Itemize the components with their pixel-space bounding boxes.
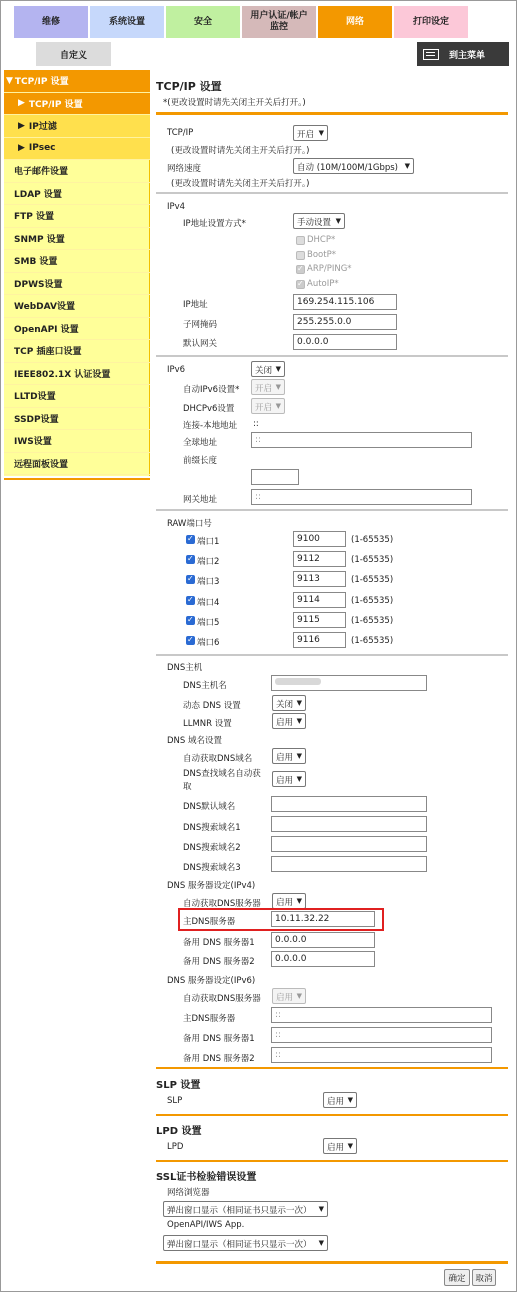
auto-ipv6-label: 自动IPv6设置* — [183, 385, 240, 395]
tcpip-label: TCP/IP — [167, 128, 194, 138]
sidebar-item-ftp[interactable]: FTP 设置 — [4, 205, 150, 228]
section-divider — [156, 1067, 508, 1069]
chevron-down-icon: ▼ — [296, 775, 302, 783]
chevron-down-icon: ▼ — [296, 897, 302, 905]
v6-primary-field[interactable]: :: — [271, 1007, 492, 1023]
bootp-checkbox[interactable] — [296, 251, 305, 260]
tab-system-settings[interactable]: 系统设置 — [89, 5, 165, 39]
port1-range: (1-65535) — [351, 535, 394, 545]
v4-alt2-field[interactable]: 0.0.0.0 — [271, 951, 375, 967]
tab-security[interactable]: 安全 — [165, 5, 241, 39]
ip-address-field[interactable]: 169.254.115.106 — [293, 294, 397, 310]
auto-domain-label: 自动获取DNS域名 — [183, 754, 253, 764]
dhcpv6-select[interactable] — [251, 398, 285, 414]
select-value: 启用 — [327, 1097, 345, 1107]
chevron-down-icon: ▼ — [347, 1096, 353, 1104]
search-auto-label: DNS查找域名自动获取 — [183, 769, 261, 792]
ip-method-label: IP地址设置方式* — [183, 219, 246, 229]
tab-user-auth[interactable]: 用户认证/帐户监控 — [241, 5, 317, 39]
port6-range: (1-65535) — [351, 636, 394, 646]
llmnr-select[interactable] — [272, 713, 306, 729]
search-auto-select[interactable] — [272, 771, 306, 787]
menu-icon — [423, 49, 439, 60]
sidebar-item-tcp-socket[interactable]: TCP 插座口设置 — [4, 340, 150, 363]
divider — [156, 654, 508, 656]
openapi-label: OpenAPI/IWS App. — [167, 1220, 245, 1230]
default-gateway-field[interactable]: 0.0.0.0 — [293, 334, 397, 350]
select-value: 启用 — [276, 718, 294, 728]
dns-domain-section: DNS 域名设置 — [167, 736, 223, 746]
sidebar-item-ip-filter[interactable]: ▶ IP过滤 — [4, 115, 150, 138]
bottom-divider — [156, 1261, 508, 1264]
gateway-address-field[interactable]: :: — [251, 489, 472, 505]
chevron-down-icon: ▼ — [275, 383, 281, 391]
ipv6-select[interactable] — [251, 361, 285, 377]
v4-auto-label: 自动获取DNS服务器 — [183, 899, 261, 909]
port5-field[interactable]: 9115 — [293, 612, 346, 628]
divider — [156, 355, 508, 357]
port4-field[interactable]: 9114 — [293, 592, 346, 608]
section-divider — [156, 1160, 508, 1162]
tab-network[interactable]: 网络 — [317, 5, 393, 39]
port3-checkbox[interactable] — [186, 575, 195, 584]
ipv4-section: IPv4 — [167, 202, 186, 212]
cancel-button[interactable]: 取消 — [472, 1269, 496, 1286]
divider — [156, 509, 508, 511]
dhcpv6-label: DHCPv6设置 — [183, 404, 235, 414]
blurred-hostname — [275, 678, 321, 685]
ipv6-section: IPv6 — [167, 365, 186, 375]
main-menu-label: 到主菜单 — [449, 50, 486, 61]
tab-print-settings[interactable]: 打印设定 — [393, 5, 469, 39]
sidebar-item-label: TCP/IP 设置 — [28, 99, 83, 110]
port2-range: (1-65535) — [351, 555, 394, 565]
port1-field[interactable]: 9100 — [293, 531, 346, 547]
ok-button[interactable]: 确定 — [444, 1269, 470, 1286]
sidebar-item-label: IP过滤 — [28, 122, 57, 133]
page-title: TCP/IP 设置 — [156, 80, 222, 93]
select-value: 自动 (10M/100M/1Gbps) — [297, 163, 398, 173]
sidebar-item-iws[interactable]: IWS设置 — [4, 430, 150, 453]
chevron-down-icon: ▼ — [318, 1205, 324, 1213]
sidebar-item-dpws[interactable]: DPWS设置 — [4, 273, 150, 296]
port2-label: 端口2 — [197, 557, 220, 567]
dynamic-dns-label: 动态 DNS 设置 — [183, 701, 241, 711]
port4-range: (1-65535) — [351, 596, 394, 606]
search-domain1-label: DNS搜索域名1 — [183, 823, 241, 833]
gateway-address-label: 网关地址 — [183, 495, 218, 505]
v4-auto-select[interactable] — [272, 893, 306, 909]
default-gateway-label: 默认网关 — [183, 339, 218, 349]
dynamic-dns-select[interactable] — [272, 695, 306, 711]
speed-select[interactable] — [293, 158, 414, 174]
v4-alt1-label: 备用 DNS 服务器1 — [183, 938, 255, 948]
v6-alt2-field[interactable]: :: — [271, 1047, 492, 1063]
sidebar-item-ipsec[interactable]: ▶ IPsec — [4, 138, 150, 161]
search-domain3-label: DNS搜索域名3 — [183, 863, 241, 873]
prefix-length-label: 前缀长度 — [183, 456, 218, 466]
sidebar-item-lltd[interactable]: LLTD设置 — [4, 385, 150, 408]
dns-hostname-label: DNS主机名 — [183, 681, 227, 691]
slp-label: SLP — [167, 1096, 183, 1106]
sidebar-item-label: IPsec — [28, 143, 56, 154]
select-value: 启用 — [276, 753, 294, 763]
select-value: 启用 — [276, 898, 294, 908]
default-domain-field[interactable] — [271, 796, 427, 812]
llmnr-label: LLMNR 设置 — [183, 719, 232, 729]
divider — [156, 192, 508, 194]
v4-alt1-field[interactable]: 0.0.0.0 — [271, 932, 375, 948]
select-value: 弹出窗口显示（相同证书只显示一次） — [167, 1240, 312, 1250]
dns-v6-section: DNS 服务器设定(IPv6) — [167, 976, 256, 986]
autoip-label: AutoIP* — [307, 279, 339, 289]
chevron-down-icon: ▼ — [404, 162, 410, 170]
v6-auto-select[interactable] — [272, 988, 306, 1004]
dns-v4-section: DNS 服务器设定(IPv4) — [167, 881, 256, 891]
link-local-label: 连接-本地地址 — [183, 421, 238, 431]
v6-alt1-label: 备用 DNS 服务器1 — [183, 1034, 255, 1044]
prefix-length-field[interactable] — [251, 469, 299, 485]
select-value: 启用 — [276, 993, 294, 1003]
ip-address-label: IP地址 — [183, 300, 208, 310]
port1-label: 端口1 — [197, 537, 220, 547]
lpd-label: LPD — [167, 1142, 184, 1152]
sidebar-item-ldap[interactable]: LDAP 设置 — [4, 183, 150, 206]
sidebar — [4, 70, 150, 476]
sidebar-item-webdav[interactable]: WebDAV设置 — [4, 295, 150, 318]
search-domain3-field[interactable] — [271, 856, 427, 872]
search-domain1-field[interactable] — [271, 816, 427, 832]
autoip-checkbox[interactable] — [296, 280, 305, 289]
search-domain2-label: DNS搜索域名2 — [183, 843, 241, 853]
v4-primary-label: 主DNS服务器 — [183, 917, 236, 927]
subnet-mask-field[interactable]: 255.255.0.0 — [293, 314, 397, 330]
port3-field[interactable]: 9113 — [293, 571, 346, 587]
raw-port-section: RAW端口号 — [167, 519, 212, 529]
port2-field[interactable]: 9112 — [293, 551, 346, 567]
chevron-down-icon: ▼ — [296, 752, 302, 760]
page-note: *(更改设置时请先关闭主开关后打开。) — [163, 98, 306, 108]
sidebar-item-ssdp[interactable]: SSDP设置 — [4, 408, 150, 431]
chevron-down-icon: ▼ — [318, 1239, 324, 1247]
customize-button[interactable]: 自定义 — [36, 42, 111, 66]
title-divider — [156, 112, 508, 115]
select-value: 开启 — [255, 384, 273, 394]
chevron-down-icon: ▼ — [347, 1142, 353, 1150]
dns-hostname-field[interactable] — [271, 675, 427, 691]
port1-checkbox[interactable] — [186, 535, 195, 544]
slp-title: SLP 设置 — [156, 1080, 201, 1091]
port5-range: (1-65535) — [351, 616, 394, 626]
tcpip-select[interactable] — [293, 125, 328, 141]
port6-checkbox[interactable] — [186, 636, 195, 645]
port6-field[interactable]: 9116 — [293, 632, 346, 648]
chevron-down-icon: ▼ — [296, 699, 302, 707]
ssl-title: SSL证书检验错误设置 — [156, 1172, 257, 1183]
tab-maintenance[interactable]: 维修 — [13, 5, 89, 39]
bootp-label: BootP* — [307, 250, 336, 260]
port4-label: 端口4 — [197, 598, 220, 608]
select-value: 启用 — [276, 776, 294, 786]
dhcp-checkbox[interactable] — [296, 236, 305, 245]
port3-range: (1-65535) — [351, 575, 394, 585]
v4-primary-field[interactable]: 10.11.32.22 — [271, 911, 375, 927]
slp-select[interactable] — [323, 1092, 357, 1108]
lpd-title: LPD 设置 — [156, 1126, 202, 1137]
default-domain-label: DNS默认域名 — [183, 802, 236, 812]
global-address-label: 全球地址 — [183, 438, 218, 448]
browser-select[interactable] — [163, 1201, 328, 1217]
ip-method-select[interactable] — [293, 213, 345, 229]
port4-checkbox[interactable] — [186, 596, 195, 605]
select-value: 启用 — [327, 1143, 345, 1153]
global-address-field[interactable]: :: — [251, 432, 472, 448]
speed-label: 网络速度 — [167, 164, 202, 174]
auto-ipv6-select[interactable] — [251, 379, 285, 395]
sidebar-item-smb[interactable]: SMB 设置 — [4, 250, 150, 273]
link-local-value: :: — [253, 419, 259, 429]
v6-auto-label: 自动获取DNS服务器 — [183, 994, 261, 1004]
sidebar-item-tcpip[interactable]: ▶ TCP/IP 设置 — [4, 93, 150, 116]
sidebar-item-openapi[interactable]: OpenAPI 设置 — [4, 318, 150, 341]
chevron-down-icon: ▼ — [275, 365, 281, 373]
sidebar-item-label: TCP/IP 设置 — [14, 77, 69, 88]
sidebar-item-tcpip-group[interactable]: ▼ TCP/IP 设置 — [4, 70, 150, 93]
lpd-select[interactable] — [323, 1138, 357, 1154]
arp-ping-label: ARP/PING* — [307, 264, 352, 274]
select-value: 开启 — [255, 403, 273, 413]
chevron-down-icon: ▼ — [275, 402, 281, 410]
v4-alt2-label: 备用 DNS 服务器2 — [183, 957, 255, 967]
chevron-down-icon: ▼ — [296, 992, 302, 1000]
sidebar-item-remote-panel[interactable]: 远程面板设置 — [4, 453, 150, 476]
v6-alt1-field[interactable]: :: — [271, 1027, 492, 1043]
select-value: 关闭 — [255, 366, 273, 376]
select-value: 手动设置 — [297, 218, 332, 228]
section-divider — [156, 1114, 508, 1116]
v6-primary-label: 主DNS服务器 — [183, 1014, 236, 1024]
subnet-mask-label: 子网掩码 — [183, 320, 218, 330]
port6-label: 端口6 — [197, 638, 220, 648]
chevron-down-icon: ▼ — [335, 217, 341, 225]
sidebar-item-email[interactable]: 电子邮件设置 — [4, 160, 150, 183]
browser-label: 网络浏览器 — [167, 1188, 210, 1198]
dhcp-label: DHCP* — [307, 235, 336, 245]
port2-checkbox[interactable] — [186, 555, 195, 564]
v6-alt2-label: 备用 DNS 服务器2 — [183, 1054, 255, 1064]
sidebar-bottom-line — [4, 478, 150, 480]
main-menu-button[interactable] — [417, 42, 509, 66]
search-domain2-field[interactable] — [271, 836, 427, 852]
chevron-down-icon: ▼ — [296, 717, 302, 725]
sidebar-item-ieee8021x[interactable]: IEEE802.1X 认证设置 — [4, 363, 150, 386]
speed-note: (更改设置时请先关闭主开关后打开。) — [171, 179, 310, 189]
openapi-select[interactable] — [163, 1235, 328, 1251]
tcpip-note: (更改设置时请先关闭主开关后打开。) — [171, 146, 310, 156]
auto-domain-select[interactable] — [272, 748, 306, 764]
port5-label: 端口5 — [197, 618, 220, 628]
port3-label: 端口3 — [197, 577, 220, 587]
select-value: 关闭 — [276, 700, 294, 710]
port5-checkbox[interactable] — [186, 616, 195, 625]
select-value: 开启 — [297, 130, 315, 140]
dns-host-section: DNS主机 — [167, 663, 203, 673]
arp-ping-checkbox[interactable] — [296, 265, 305, 274]
select-value: 弹出窗口显示（相同证书只显示一次） — [167, 1206, 312, 1216]
chevron-down-icon: ▼ — [318, 129, 324, 137]
sidebar-item-snmp[interactable]: SNMP 设置 — [4, 228, 150, 251]
